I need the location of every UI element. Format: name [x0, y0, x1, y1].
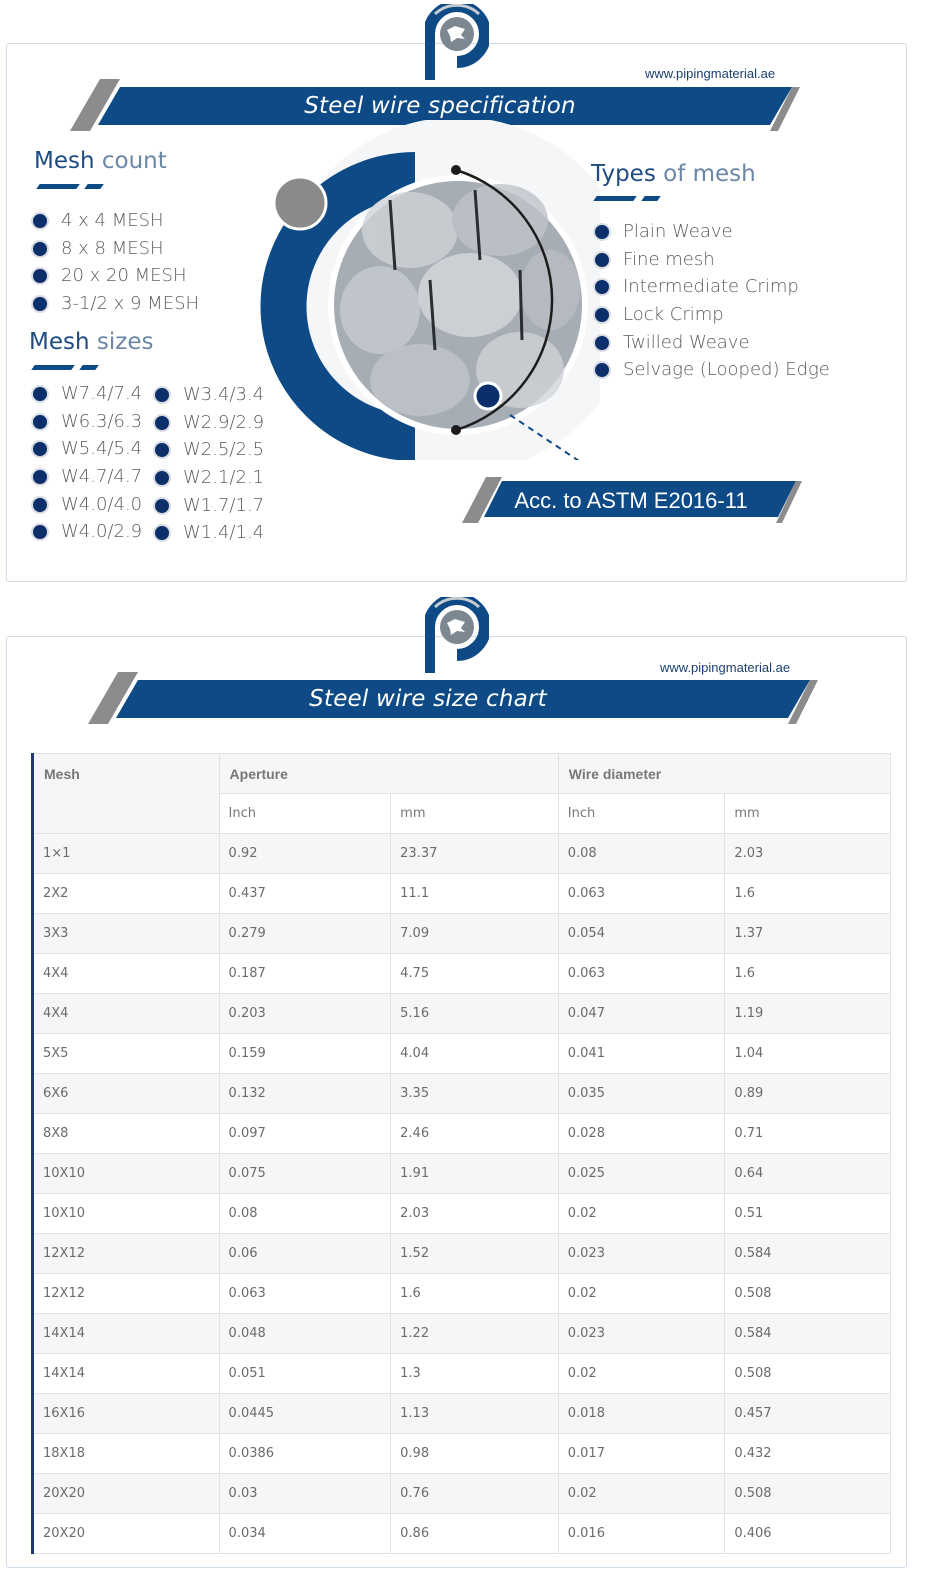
table-cell: 0.034: [219, 1514, 391, 1554]
table-cell: 10X10: [33, 1194, 220, 1234]
list-item: W7.4/7.4: [33, 380, 142, 408]
table-cell: 0.03: [219, 1474, 391, 1514]
table-cell: 23.37: [391, 834, 559, 874]
table-cell: 11.1: [391, 874, 559, 914]
table-cell: 1.22: [391, 1314, 559, 1354]
mesh-sizes-col1: [33, 380, 142, 546]
table-cell: 1.13: [391, 1394, 559, 1434]
spec-title: Steel wire specification: [304, 93, 576, 119]
bullet-icon: [155, 443, 169, 457]
table-cell: 1.6: [725, 954, 891, 994]
table-cell: 5X5: [33, 1034, 220, 1074]
table-cell: 0.132: [219, 1074, 391, 1114]
table-cell: 0.02: [558, 1274, 725, 1314]
table-cell: 2.03: [391, 1194, 559, 1234]
table-cell: 4.75: [391, 954, 559, 994]
table-row: [33, 1154, 891, 1194]
table-cell: 1.6: [725, 874, 891, 914]
table-cell: 1.91: [391, 1154, 559, 1194]
table-cell: 0.508: [725, 1354, 891, 1394]
wire-coil-graphic: [230, 120, 600, 460]
table-row: [33, 1274, 891, 1314]
bullet-icon: [595, 253, 609, 267]
bullet-icon: [595, 363, 609, 377]
bullet-icon: [155, 388, 169, 402]
mesh-sizes-col2: [155, 381, 264, 547]
bullet-icon: [595, 336, 609, 350]
mesh-sizes-title: Mesh sizes: [29, 329, 154, 355]
list-item: W4.0/2.9: [33, 518, 142, 546]
list-item: W2.1/2.1: [155, 464, 264, 492]
mesh-count-underline: [36, 184, 106, 189]
list-item: Intermediate Crimp: [595, 273, 830, 301]
table-row: [33, 874, 891, 914]
types-list: [595, 218, 830, 384]
table-row: [33, 1194, 891, 1234]
list-item: W2.5/2.5: [155, 436, 264, 464]
table-cell: 0.028: [558, 1114, 725, 1154]
table-cell: 1×1: [33, 834, 220, 874]
table-cell: 4X4: [33, 954, 220, 994]
table-cell: 0.406: [725, 1514, 891, 1554]
list-item: W5.4/5.4: [33, 435, 142, 463]
table-cell: 0.508: [725, 1474, 891, 1514]
website-url[interactable]: www.pipingmaterial.ae: [645, 66, 776, 81]
table-cell: 0.02: [558, 1354, 725, 1394]
table-cell: 1.6: [391, 1274, 559, 1314]
table-row: [33, 1354, 891, 1394]
table-cell: 1.19: [725, 994, 891, 1034]
bullet-icon: [33, 470, 47, 484]
table-cell: 12X12: [33, 1274, 220, 1314]
table-cell: 1.52: [391, 1234, 559, 1274]
mesh-count-title: Mesh count: [34, 148, 167, 174]
list-item: Twilled Weave: [595, 329, 830, 357]
table-cell: 0.017: [558, 1434, 725, 1474]
table-cell: 0.89: [725, 1074, 891, 1114]
bullet-icon: [33, 442, 47, 456]
table-cell: 7.09: [391, 914, 559, 954]
table-row: [33, 1474, 891, 1514]
table-cell: 14X14: [33, 1354, 220, 1394]
table-cell: 0.048: [219, 1314, 391, 1354]
table-cell: 0.64: [725, 1154, 891, 1194]
size-chart-table: [31, 753, 891, 1554]
table-cell: 0.054: [558, 914, 725, 954]
subheader-cell: Inch: [558, 794, 725, 834]
subheader-cell: mm: [391, 794, 559, 834]
table-row: [33, 1314, 891, 1354]
bullet-icon: [33, 498, 47, 512]
list-item: 3-1/2 x 9 MESH: [33, 290, 199, 318]
table-row: [33, 1114, 891, 1154]
bullet-icon: [155, 471, 169, 485]
list-item: W3.4/3.4: [155, 381, 264, 409]
table-cell: 1.37: [725, 914, 891, 954]
list-item: Plain Weave: [595, 218, 830, 246]
table-cell: 0.98: [391, 1434, 559, 1474]
list-item: 20 x 20 MESH: [33, 262, 199, 290]
list-item: W6.3/6.3: [33, 408, 142, 436]
table-cell: 0.159: [219, 1034, 391, 1074]
list-item: W1.7/1.7: [155, 492, 264, 520]
table-cell: 0.508: [725, 1274, 891, 1314]
table-row: [33, 1234, 891, 1274]
table-cell: 0.584: [725, 1314, 891, 1354]
table-cell: 0.041: [558, 1034, 725, 1074]
table-cell: 0.035: [558, 1074, 725, 1114]
table-cell: 0.584: [725, 1234, 891, 1274]
table-cell: 0.08: [219, 1194, 391, 1234]
table-row: [33, 1074, 891, 1114]
table-cell: 0.097: [219, 1114, 391, 1154]
table-cell: 4.04: [391, 1034, 559, 1074]
table-cell: 14X14: [33, 1314, 220, 1354]
table-cell: 0.023: [558, 1234, 725, 1274]
table-cell: 4X4: [33, 994, 220, 1034]
table-cell: 18X18: [33, 1434, 220, 1474]
subheader-cell: Inch: [219, 794, 391, 834]
types-underline: [593, 196, 663, 201]
table-cell: 10X10: [33, 1154, 220, 1194]
table-cell: 0.025: [558, 1154, 725, 1194]
mesh-count-list: [33, 207, 199, 318]
table-row: [33, 1394, 891, 1434]
table-cell: 3X3: [33, 914, 220, 954]
table-cell: 1.04: [725, 1034, 891, 1074]
subheader-cell: mm: [725, 794, 891, 834]
bullet-icon: [33, 525, 47, 539]
table-cell: 5.16: [391, 994, 559, 1034]
list-item: Selvage (Looped) Edge: [595, 356, 830, 384]
table-cell: 0.437: [219, 874, 391, 914]
table-cell: 2.03: [725, 834, 891, 874]
table-cell: 0.018: [558, 1394, 725, 1434]
table-cell: 16X16: [33, 1394, 220, 1434]
table-cell: 12X12: [33, 1234, 220, 1274]
header-mesh: Mesh: [33, 754, 220, 834]
bullet-icon: [33, 214, 47, 228]
table-row: [33, 1434, 891, 1474]
bullet-icon: [33, 415, 47, 429]
list-item: Fine mesh: [595, 246, 830, 274]
bullet-icon: [155, 526, 169, 540]
company-logo-icon: [425, 4, 489, 80]
table-cell: 0.86: [391, 1514, 559, 1554]
table-cell: 0.51: [725, 1194, 891, 1234]
table-cell: 0.06: [219, 1234, 391, 1274]
table-cell: 0.76: [391, 1474, 559, 1514]
bullet-icon: [155, 416, 169, 430]
table-cell: 0.051: [219, 1354, 391, 1394]
list-item: Lock Crimp: [595, 301, 830, 329]
astm-standard: Acc. to ASTM E2016-11: [514, 488, 748, 513]
list-item: W4.0/4.0: [33, 491, 142, 519]
table-cell: 20X20: [33, 1474, 220, 1514]
bullet-icon: [595, 280, 609, 294]
table-cell: 0.063: [558, 874, 725, 914]
table-cell: 0.0445: [219, 1394, 391, 1434]
company-logo-icon: [425, 597, 489, 673]
table-cell: 0.063: [558, 954, 725, 994]
types-of-mesh-title: Types of mesh: [591, 161, 756, 187]
table-cell: 8X8: [33, 1114, 220, 1154]
table-cell: 20X20: [33, 1514, 220, 1554]
list-item: 4 x 4 MESH: [33, 207, 199, 235]
table-cell: 2.46: [391, 1114, 559, 1154]
table-cell: 0.279: [219, 914, 391, 954]
table-row: [33, 954, 891, 994]
header-wire-diameter: Wire diameter: [558, 754, 890, 794]
table-header-row: [33, 754, 891, 794]
list-item: 8 x 8 MESH: [33, 235, 199, 263]
list-item: W1.4/1.4: [155, 519, 264, 547]
website-url[interactable]: www.pipingmaterial.ae: [660, 660, 791, 675]
header-aperture: Aperture: [219, 754, 558, 794]
table-cell: 2X2: [33, 874, 220, 914]
table-row: [33, 994, 891, 1034]
mesh-sizes-underline: [31, 365, 101, 370]
table-cell: 0.457: [725, 1394, 891, 1434]
bullet-icon: [33, 387, 47, 401]
bullet-icon: [33, 269, 47, 283]
chart-title-banner: [88, 672, 818, 720]
table-cell: 0.203: [219, 994, 391, 1034]
table-row: [33, 1514, 891, 1554]
bullet-icon: [595, 308, 609, 322]
chart-title: Steel wire size chart: [309, 686, 547, 712]
table-cell: 3.35: [391, 1074, 559, 1114]
bullet-icon: [155, 499, 169, 513]
table-cell: 0.0386: [219, 1434, 391, 1474]
table-row: [33, 834, 891, 874]
bullet-icon: [33, 297, 47, 311]
table-cell: 0.023: [558, 1314, 725, 1354]
table-cell: 0.047: [558, 994, 725, 1034]
table-cell: 0.02: [558, 1474, 725, 1514]
list-item: W2.9/2.9: [155, 409, 264, 437]
list-item: W4.7/4.7: [33, 463, 142, 491]
table-cell: 0.71: [725, 1114, 891, 1154]
table-row: [33, 1034, 891, 1074]
table-cell: 6X6: [33, 1074, 220, 1114]
table-cell: 0.432: [725, 1434, 891, 1474]
table-cell: 0.92: [219, 834, 391, 874]
table-cell: 0.08: [558, 834, 725, 874]
bullet-icon: [595, 225, 609, 239]
table-cell: 0.02: [558, 1194, 725, 1234]
table-cell: 1.3: [391, 1354, 559, 1394]
table-row: [33, 914, 891, 954]
bullet-icon: [33, 242, 47, 256]
table-cell: 0.075: [219, 1154, 391, 1194]
table-cell: 0.016: [558, 1514, 725, 1554]
table-cell: 0.063: [219, 1274, 391, 1314]
table-cell: 0.187: [219, 954, 391, 994]
